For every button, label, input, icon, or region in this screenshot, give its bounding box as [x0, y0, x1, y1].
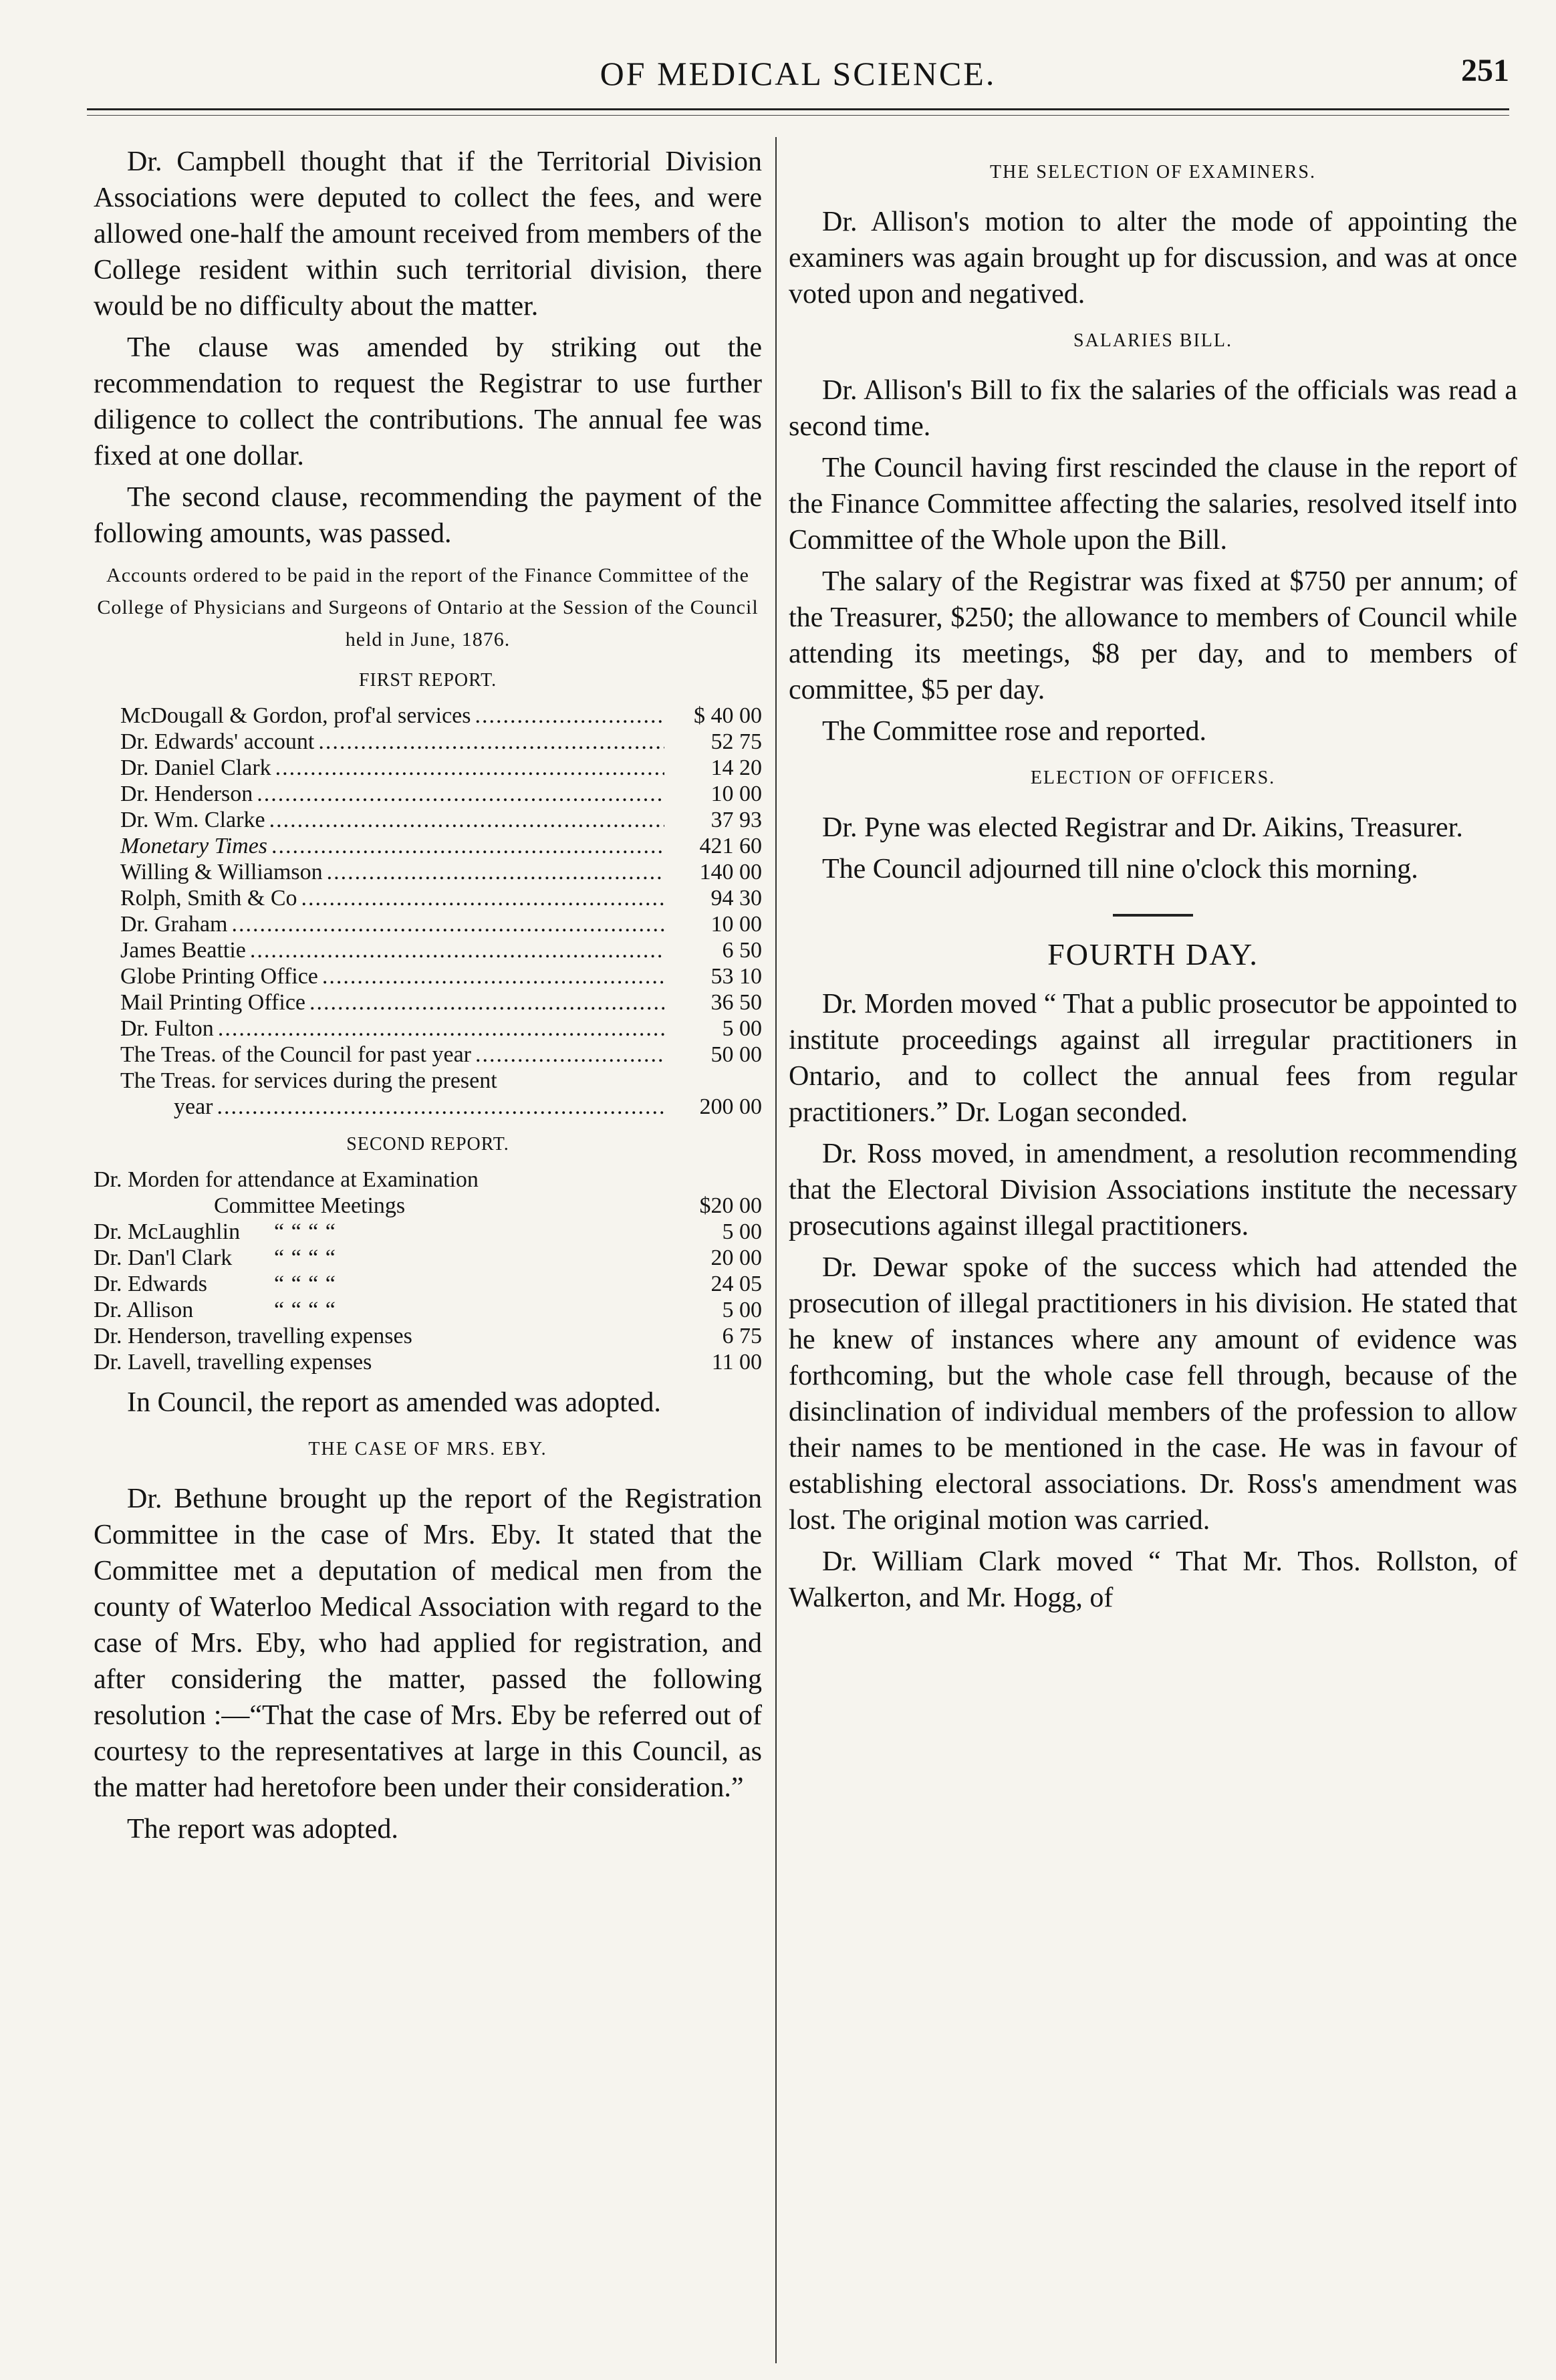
list-item: Dr. Graham ..... 10 00	[120, 911, 762, 937]
paragraph: In Council, the report as amended was adopted.	[127, 1387, 661, 1418]
paragraph: Dr. William Clark moved “ That Mr. Thos. Rollston, of Walkerton, and Mr. Hogg, of	[789, 1546, 1517, 1613]
right-column	[789, 144, 1517, 1621]
paragraph: The report was adopted.	[127, 1814, 398, 1844]
paragraph: The clause was amended by striking out the recommendation to request the Registrar to use further diligence to collect the contributions. The annual fee was fixed at one dollar.	[94, 332, 762, 471]
list-item: Dr. Edwards' account ..... 52 75	[120, 729, 762, 755]
header-rule-thick	[87, 108, 1509, 110]
list-item: Mail Printing Office ..... 36 50	[120, 989, 762, 1016]
paragraph: The Council adjourned till nine o'clock this morning.	[822, 854, 1418, 884]
list-item: Dr. Fulton ..... 5 00	[120, 1016, 762, 1042]
first-report-title: FIRST REPORT.	[358, 670, 497, 691]
running-title: OF MEDICAL SCIENCE.	[600, 55, 997, 92]
section-divider	[1113, 914, 1193, 917]
list-item: Dr. Edwards “ “ “ “ 24 05	[94, 1272, 762, 1296]
list-item: Dr. Henderson, travelling expenses 6 75	[94, 1324, 762, 1348]
left-column	[94, 144, 762, 1853]
running-header	[87, 47, 1509, 100]
list-item: Dr. Allison “ “ “ “ 5 00	[94, 1298, 762, 1322]
paragraph: The second clause, recommending the payment of the following amounts, was passed.	[94, 482, 762, 549]
selection-heading: THE SELECTION OF EXAMINERS.	[990, 162, 1316, 183]
list-item: Dr. McLaughlin “ “ “ “ 5 00	[94, 1219, 762, 1244]
list-item: The Treas. for services during the present	[120, 1068, 497, 1093]
column-divider	[775, 137, 777, 2363]
paragraph: Dr. Campbell thought that if the Territorial Division Associations were deputed to collect the fees, and were allowed one-half the amount received from members of the College resident within such territorial division, there would be no difficulty about the matter.	[94, 146, 762, 322]
list-item: Dr. Lavell, travelling expenses 11 00	[94, 1350, 762, 1375]
list-item: Dr. Wm. Clarke ..... 37 93	[120, 807, 762, 833]
first-report-list	[120, 703, 762, 1120]
list-item: Dr. Daniel Clark ..... 14 20	[120, 755, 762, 781]
paragraph: Dr. Allison's Bill to fix the salaries of the officials was read a second time.	[789, 375, 1517, 442]
list-item: Globe Printing Office ..... 53 10	[120, 963, 762, 989]
case-heading: THE CASE OF MRS. EBY.	[308, 1439, 547, 1459]
day-heading: FOURTH DAY.	[1047, 937, 1259, 971]
second-report-list	[94, 1167, 762, 1375]
salaries-heading: SALARIES BILL.	[1073, 330, 1233, 351]
accounts-heading: Accounts ordered to be paid in the report of the Finance Committee of the College of Physicians and Surgeons of Ontario at the Session of the Council held in June, 1876.	[97, 564, 759, 650]
list-item: The Treas. of the Council for past year ..... 50 00	[120, 1042, 762, 1068]
paragraph: Dr. Allison's motion to alter the mode of appointing the examiners was again brought up for discussion, and was at once voted upon and negatived.	[789, 207, 1517, 310]
paragraph: Dr. Bethune brought up the report of the Registration Committee in the case of Mrs. Eby. It stated that the Committee met a deputation of medical men from the county of Waterloo Medical Association with regard to the case of Mrs. Eby, who had applied for registration, and after considering the matter, passed the following resolution :—“That the case of Mrs. Eby be referred out of courtesy to the representatives at large in this Council, as the matter had heretofore been under their consideration.”	[94, 1483, 762, 1803]
list-item: Dr. Morden for attendance at Examination	[94, 1167, 479, 1192]
paragraph: The Council having first rescinded the clause in the report of the Finance Committee affecting the salaries, resolved itself into Committee of the Whole upon the Bill.	[789, 453, 1517, 556]
paragraph: Dr. Dewar spoke of the success which had attended the prosecution of illegal practitioners in his division. He stated that he knew of instances where any amount of evidence was forthcoming, but the whole case fell through, because of the disinclination of individual members of the profession to allow their names to be mentioned in the case. He was in favour of establishing electoral associations. Dr. Ross's amendment was lost. The original motion was carried.	[789, 1252, 1517, 1536]
list-item: Rolph, Smith & Co ..... 94 30	[120, 885, 762, 911]
list-item: Willing & Williamson ..... 140 00	[120, 859, 762, 885]
list-item: James Beattie ..... 6 50	[120, 937, 762, 963]
header-rule-thin	[87, 115, 1509, 116]
list-item: McDougall & Gordon, prof'al services ..... $ 40 00	[120, 703, 762, 729]
list-item: Monetary Times ..... 421 60	[120, 833, 762, 859]
paragraph: The salary of the Registrar was fixed at $750 per annum; of the Treasurer, $250; the allowance to members of Council while attending its meetings, $8 per day, and to members of committee, $5 per day.	[789, 566, 1517, 705]
list-item: year ..... 200 00	[120, 1094, 762, 1120]
list-item: Committee Meetings $20 00	[214, 1193, 762, 1218]
paragraph: Dr. Ross moved, in amendment, a resolution recommending that the Electoral Division Associations institute the necessary prosecutions against illegal practitioners.	[789, 1139, 1517, 1241]
page-number: 251	[1461, 53, 1509, 88]
second-report-title: SECOND REPORT.	[346, 1134, 509, 1155]
election-heading: ELECTION OF OFFICERS.	[1030, 767, 1276, 788]
paragraph: The Committee rose and reported.	[822, 716, 1206, 747]
list-item: Dr. Henderson ..... 10 00	[120, 781, 762, 807]
list-item: Dr. Dan'l Clark “ “ “ “ 20 00	[94, 1245, 762, 1270]
paragraph: Dr. Morden moved “ That a public prosecutor be appointed to institute proceedings against all irregular practitioners in Ontario, and to collect the annual fees from regular practitioners.” Dr. Logan seconded.	[789, 989, 1517, 1128]
paragraph: Dr. Pyne was elected Registrar and Dr. Aikins, Treasurer.	[822, 812, 1463, 843]
